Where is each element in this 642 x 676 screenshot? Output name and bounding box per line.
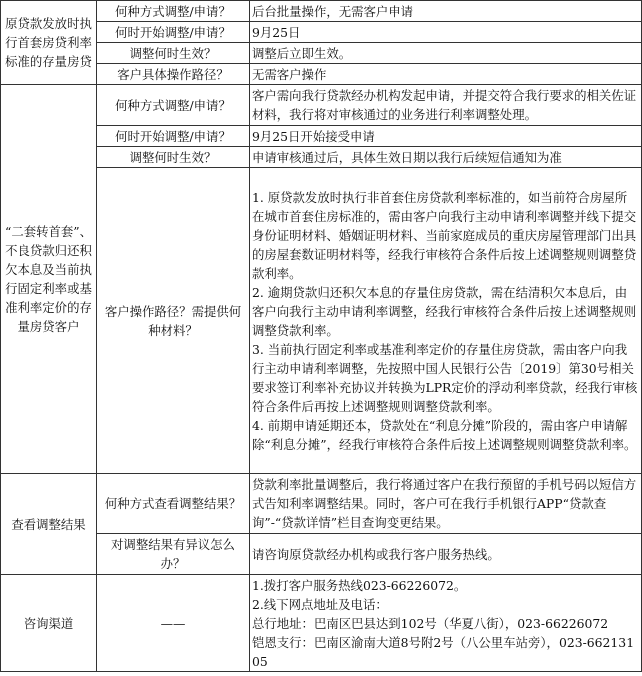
answer-paragraph: 2. 逾期贷款归还积欠本息的存量住房贷款，需在结清积欠本息后，由客户向我行主动申请利率调整，经我行审核符合条件后按上述调整规则调整贷款利率。 — [252, 284, 637, 338]
table-row — [1, 126, 642, 147]
answer-paragraph: 铠恩支行：巴南区渝南大道8号附2号（八公里车站旁），023-66213105 — [252, 634, 635, 669]
question-cell: 何种方式查看调整结果？ — [97, 474, 250, 534]
answer-cell: 贷款利率批量调整后，我行将通过客户在我行预留的手机号码以短信方式告知利率调整结果。同时，客户可在我行手机银行APP“贷款查询”-“贷款详情”栏目查询变更结果。 — [250, 474, 642, 534]
answer-cell — [250, 168, 642, 474]
question-cell: 何时开始调整/申请？ — [97, 126, 250, 147]
answer-cell: 9月25日 — [250, 22, 642, 43]
category-cell: 查看调整结果 — [1, 474, 97, 575]
answer-paragraph: 总行地址：巴南区巴县达到102号（华夏八街），023-66226072 — [252, 615, 609, 631]
answer-paragraph: 1. 原贷款发放时执行非首套住房贷款利率标准的，如当前符合房屋所在城市首套住房标准的，需由客户向我行主动申请利率调整并线下提交身份证明材料、婚姻证明材料、当前家庭成员的重庆房屋管理部门出具的房屋套数证明材料等，经我行审核符合条件后按上述调整规则调整贷款利率。 — [252, 189, 637, 281]
table-row — [1, 168, 642, 474]
table-row — [1, 43, 642, 64]
answer-paragraph: 2.线下网点地址及电话： — [252, 596, 388, 612]
table-row — [1, 85, 642, 126]
table-row — [1, 575, 642, 672]
question-cell: 客户操作路径？需提供何种材料？ — [97, 168, 250, 474]
question-cell: 何时开始调整/申请？ — [97, 22, 250, 43]
answer-cell — [250, 575, 642, 672]
answer-cell: 无需客户操作 — [250, 64, 642, 85]
answer-cell: 后台批量操作，无需客户申请 — [250, 1, 642, 22]
table-row — [1, 474, 642, 534]
question-cell: 何种方式调整/申请？ — [97, 85, 250, 126]
question-cell: 调整何时生效？ — [97, 147, 250, 168]
question-cell: 何种方式调整/申请？ — [97, 1, 250, 22]
answer-cell: 调整后立即生效。 — [250, 43, 642, 64]
table-row — [1, 147, 642, 168]
category-cell: 咨询渠道 — [1, 575, 97, 672]
category-cell: “二套转首套”、不良贷款归还积欠本息及当前执行固定利率或基准利率定价的存量房贷客户 — [1, 85, 97, 474]
table-row — [1, 64, 642, 85]
category-cell: 原贷款发放时执行首套房贷利率标准的存量房贷 — [1, 1, 97, 85]
answer-paragraph: 3. 当前执行固定利率或基准利率定价的存量住房贷款，需由客户向我行主动申请利率调整，先按照中国人民银行公告〔2019〕第30号相关要求签订利率补充协议并转换为LPR定价的浮动利率贷款，经我行审核符合条件后再按上述调整规则调整贷款利率。 — [252, 341, 638, 414]
table-row — [1, 1, 642, 22]
answer-cell: 申请审核通过后，具体生效日期以我行后续短信通知为准 — [250, 147, 642, 168]
answer-cell: 请咨询原贷款经办机构或我行客户服务热线。 — [250, 534, 642, 575]
question-cell: 客户具体操作路径？ — [97, 64, 250, 85]
answer-cell: 9月25日开始接受申请 — [250, 126, 642, 147]
question-cell: —— — [97, 575, 250, 672]
question-cell: 对调整结果有异议怎么办？ — [97, 534, 250, 575]
answer-cell: 客户需向我行贷款经办机构发起申请，并提交符合我行要求的相关佐证材料，我行将对审核通过的业务进行利率调整处理。 — [250, 85, 642, 126]
question-cell: 调整何时生效？ — [97, 43, 250, 64]
answer-paragraph: 1.拨打客户服务热线023-66226072。 — [252, 577, 467, 593]
table-row — [1, 534, 642, 575]
table-row — [1, 22, 642, 43]
answer-paragraph: 4. 前期申请延期还本，贷款处在“利息分摊”阶段的，需由客户申请解除“利息分摊”，经我行审核符合条件后按上述调整规则调整贷款利率。 — [252, 417, 637, 452]
